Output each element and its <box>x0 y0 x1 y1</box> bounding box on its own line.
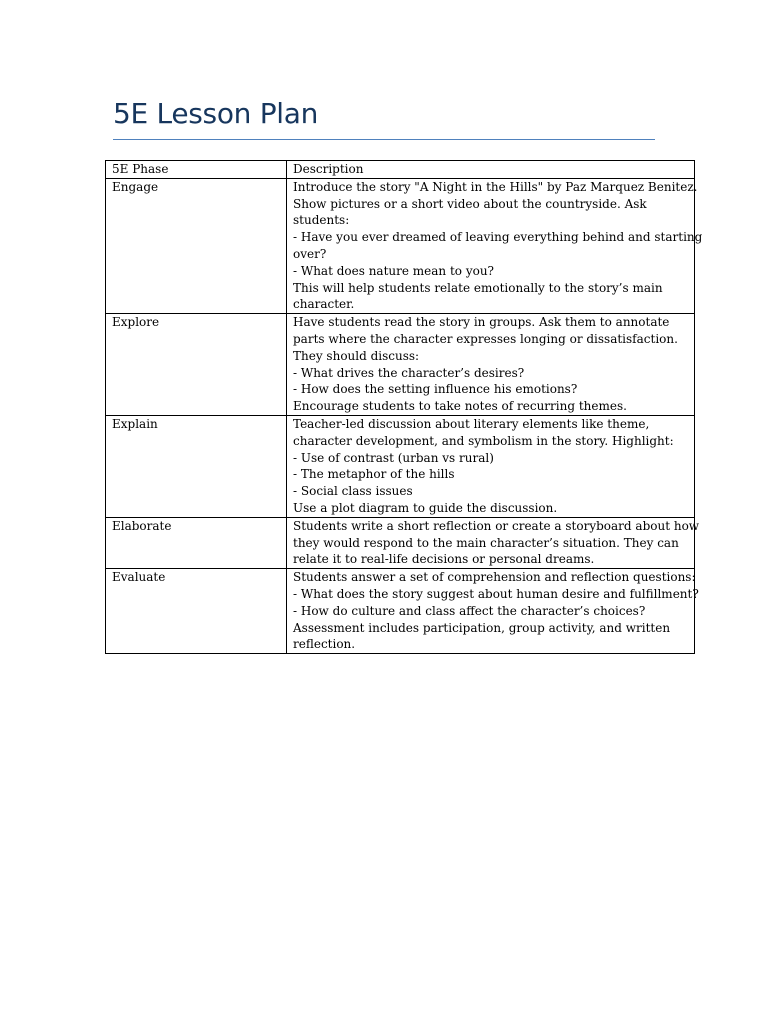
phase-cell: Evaluate <box>106 569 287 654</box>
description-cell <box>287 517 700 568</box>
description-line: students: <box>293 213 350 228</box>
description-line: Teacher-led discussion about literary elements like theme, <box>293 416 650 431</box>
table-row <box>106 569 695 654</box>
page-title: 5E Lesson Plan <box>113 97 319 130</box>
description-line: Have students read the story in groups. Ask them to annotate <box>293 315 670 330</box>
description-line: - Use of contrast (urban vs rural) <box>293 450 494 465</box>
table-row <box>106 415 695 517</box>
description-line: character development, and symbolism in the story. Highlight: <box>293 433 674 448</box>
title-underline <box>113 139 655 140</box>
description-line: reflection. <box>293 637 356 652</box>
header-description: Description <box>287 161 695 179</box>
description-cell <box>287 314 695 416</box>
description-cell <box>287 569 699 654</box>
description-cell <box>287 415 695 517</box>
description-line: - What does nature mean to you? <box>293 263 494 278</box>
description-line: Show pictures or a short video about the countryside. Ask <box>293 196 647 211</box>
description-line: - How do culture and class affect the character’s choices? <box>293 603 646 618</box>
table-row <box>106 517 695 568</box>
table-row <box>106 178 695 313</box>
description-line: - What does the story suggest about human desire and fulfillment? <box>293 586 699 601</box>
phase-cell: Explain <box>106 415 287 517</box>
table-row <box>106 314 695 416</box>
description-line: - How does the setting influence his emotions? <box>293 382 578 397</box>
description-line: Introduce the story "A Night in the Hills" by Paz Marquez Benitez. <box>293 179 698 194</box>
description-line: parts where the character expresses longing or dissatisfaction. <box>293 331 678 346</box>
description-line: Students write a short reflection or create a storyboard about how <box>293 518 700 533</box>
description-line: relate it to real-life decisions or personal dreams. <box>293 552 595 567</box>
description-line: They should discuss: <box>293 348 420 363</box>
description-line: - What drives the character’s desires? <box>293 365 525 380</box>
description-line: - The metaphor of the hills <box>293 467 455 482</box>
description-line: Encourage students to take notes of recurring themes. <box>293 399 627 414</box>
description-line: Use a plot diagram to guide the discussion. <box>293 500 558 515</box>
description-line: character. <box>293 297 355 312</box>
table-header-row <box>106 161 695 179</box>
description-line: - Have you ever dreamed of leaving everything behind and starting <box>293 230 703 245</box>
description-line: Assessment includes participation, group activity, and written <box>293 620 671 635</box>
description-line: - Social class issues <box>293 484 413 499</box>
description-line: Students answer a set of comprehension and reflection questions: <box>293 570 696 585</box>
description-line: they would respond to the main character’s situation. They can <box>293 535 679 550</box>
description-line: over? <box>293 246 327 261</box>
header-phase: 5E Phase <box>106 161 287 179</box>
description-line: This will help students relate emotionally to the story’s main <box>293 280 663 295</box>
lesson-plan-table <box>105 160 703 654</box>
phase-cell: Engage <box>106 178 287 313</box>
phase-cell: Elaborate <box>106 517 287 568</box>
description-cell <box>287 178 703 313</box>
phase-cell: Explore <box>106 314 287 416</box>
